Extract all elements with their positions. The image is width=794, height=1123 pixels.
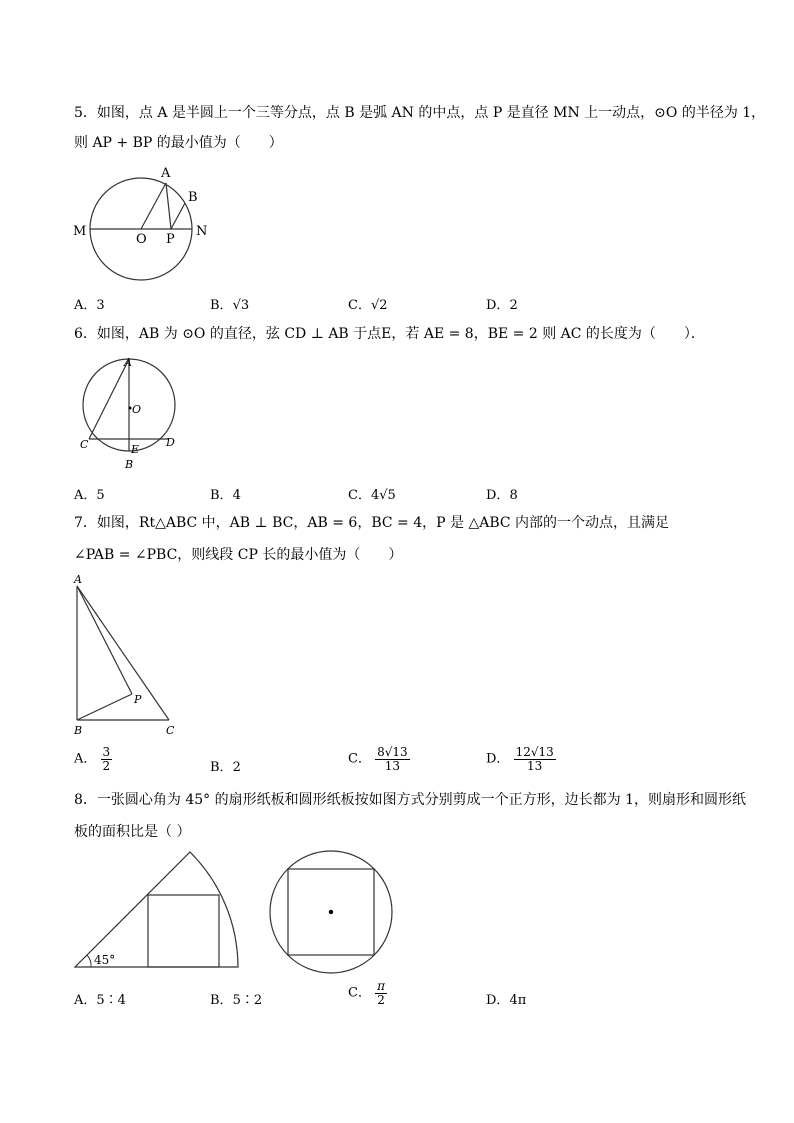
q6-option-b[interactable]: B．4 bbox=[210, 488, 241, 503]
q6-label-b: B bbox=[125, 458, 134, 471]
q7-option-a[interactable]: A． $\frac{3}{2}$ bbox=[74, 745, 111, 773]
q7-option-d-fraction: $\frac{12√13}{13}$ bbox=[515, 745, 554, 773]
q5-option-d[interactable]: D．2 bbox=[486, 298, 518, 313]
q5-option-b[interactable]: B．√3 bbox=[210, 298, 250, 313]
q8-option-a[interactable]: A．5∶4 bbox=[74, 993, 126, 1008]
q8-circle-center bbox=[329, 910, 333, 914]
q6-label-e: E bbox=[131, 443, 140, 456]
q8-option-c[interactable]: C． $\frac{\pi}{2}$ bbox=[348, 979, 385, 1007]
q8-angle-arc bbox=[87, 955, 91, 967]
q7-option-a-fraction: $\frac{3}{2}$ bbox=[102, 745, 111, 773]
q8-option-d[interactable]: D．4π bbox=[486, 993, 527, 1008]
q6-label-d: D bbox=[166, 436, 175, 449]
q7-text-line2: ∠PAB = ∠PBC，则线段 CP 长的最小值为（ ） bbox=[74, 547, 403, 563]
q7-option-b[interactable]: B．2 bbox=[210, 760, 241, 775]
q8-sector bbox=[75, 852, 238, 967]
q8-text-line1: 8．一张圆心角为 45° 的扇形纸板和圆形纸板按如图方式分别剪成一个正方形，边长都为 1，则扇形和圆形纸 bbox=[74, 792, 746, 808]
q6-label-c: C bbox=[80, 438, 89, 451]
q6-option-a[interactable]: A．5 bbox=[74, 488, 105, 503]
q7-option-c-fraction: $\frac{8√13}{13}$ bbox=[377, 745, 408, 773]
q7-label-p: P bbox=[134, 693, 142, 706]
q8-option-b[interactable]: B．5∶2 bbox=[210, 993, 263, 1008]
q6-label-o: O bbox=[132, 403, 142, 416]
q6-text-line1: 6．如图，AB 为 ⊙O 的直径，弦 CD ⊥ AB 于点E，若 AE = 8，BE = 2 则 AC 的长度为（ ）． bbox=[74, 326, 705, 342]
q5-option-c[interactable]: C．√2 bbox=[348, 298, 388, 313]
q7-option-c[interactable]: C． $\frac{8√13}{13}$ bbox=[348, 745, 408, 773]
q5-text-line2: 则 AP + BP 的最小值为（ ） bbox=[74, 135, 283, 151]
q8-option-c-fraction: $\frac{\pi}{2}$ bbox=[377, 979, 385, 1007]
q6-option-d[interactable]: D．8 bbox=[486, 488, 518, 503]
q7-text-line1: 7．如图，Rt△ABC 中，AB ⊥ BC，AB = 6，BC = 4，P 是 △ABC 内部的一个动点，且满足 bbox=[74, 515, 670, 531]
q5-text-line1: 5．如图，点 A 是半圆上一个三等分点，点 B 是弧 AN 的中点，点 P 是直径 MN 上一动点，⊙O 的半径为 1， bbox=[74, 105, 766, 121]
q5-label-p: P bbox=[166, 232, 175, 247]
q7-label-c: C bbox=[166, 724, 175, 737]
q7-option-d[interactable]: D． $\frac{12√13}{13}$ bbox=[486, 745, 554, 773]
q6-label-a: A bbox=[124, 356, 132, 369]
q8-angle-label: 45° bbox=[94, 953, 116, 967]
q8-text-line2: 板的面积比是（ ） bbox=[74, 824, 191, 840]
q5-label-a: A bbox=[161, 166, 171, 181]
q5-option-a[interactable]: A．3 bbox=[74, 298, 105, 313]
q5-label-n: N bbox=[196, 224, 208, 239]
q7-label-a: A bbox=[74, 573, 82, 586]
q7-label-b: B bbox=[74, 724, 83, 737]
q5-label-o: O bbox=[136, 232, 147, 247]
q8-sector-square bbox=[148, 895, 219, 967]
q5-label-m: M bbox=[73, 224, 87, 239]
q5-label-b: B bbox=[188, 190, 198, 205]
q6-option-c[interactable]: C．4√5 bbox=[348, 488, 396, 503]
